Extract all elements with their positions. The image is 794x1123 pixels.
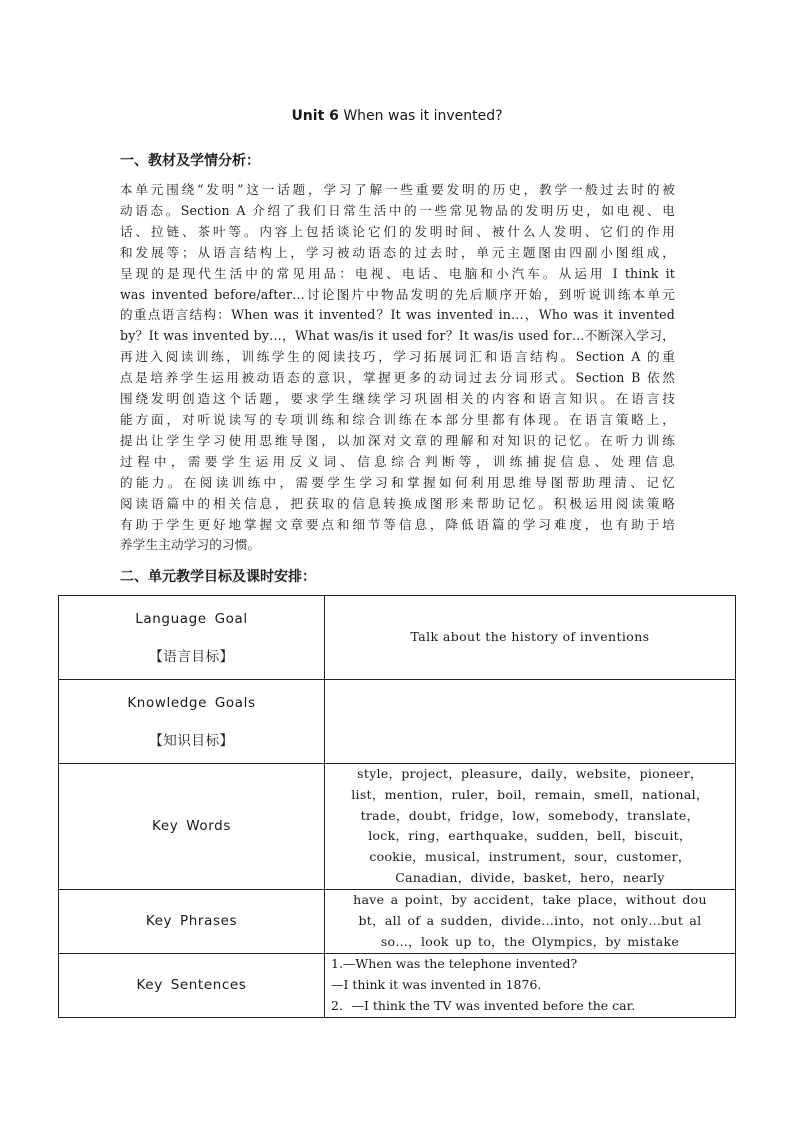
- paragraph-line: 的重点语言结构：When was it invented？It was invented in…，Who was it invented: [120, 307, 675, 323]
- key-words-line: lock，ring，earthquake，sudden，bell，biscuit，: [368, 828, 692, 844]
- paragraph-line: by？It was invented by…，What was/is it used for？It was/is used for…不断深入学习，: [120, 328, 675, 344]
- unit-title-text: When was it invented?: [338, 108, 503, 124]
- analysis-paragraph: [120, 180, 675, 556]
- paragraph-line: 话、拉链、茶叶等。内容上包括谈论它们的发明时间、被什么人发明、它们的作用: [120, 223, 675, 239]
- paragraph-line: was invented before/after…讨论图片中物品发明的先后顺序开始，到听说训练本单元: [120, 286, 675, 302]
- paragraph-line: 围绕发明创造这个话题，要求学生继续学习巩固相关的内容和语言知识。在语言技: [120, 391, 675, 407]
- paragraph-line: 能方面，对听说读写的专项训练和综合训练在本部分里都有体现。在语言策略上，: [120, 411, 675, 427]
- section-heading-goals: 二、单元教学目标及课时安排：: [120, 569, 316, 585]
- key-words-line: cookie，musical，instrument，sour，customer，: [369, 849, 691, 865]
- paragraph-line: 再进入阅读训练，训练学生的阅读技巧，学习拓展词汇和语言结构。Section A 的重: [120, 349, 675, 365]
- key-phrases-line: so…，look up to，the Olympics，by mistake: [380, 933, 680, 949]
- paragraph-line: 点是培养学生运用被动语态的意识，掌握更多的动词过去分词形式。Section B 依然: [120, 370, 675, 386]
- table-row: [59, 680, 736, 764]
- key-words-label: Key Words: [59, 764, 325, 890]
- unit-title-number: Unit 6: [291, 108, 339, 124]
- paragraph-line: 提出让学生学习使用思维导图，以加深对文章的理解和对知识的记忆。在听力训练: [120, 432, 675, 448]
- language-goal-value: Talk about the history of inventions: [325, 596, 736, 680]
- key-words-line: Canadian，divide，basket，hero，nearly: [395, 869, 665, 885]
- paragraph-line: 本单元围绕“发明”这一话题，学习了解一些重要发明的历史，教学一般过去时的被: [120, 182, 675, 197]
- key-sentences-line: 2．—I think the TV was invented before the car.: [331, 997, 636, 1013]
- language-goal-label: Language Goal: [135, 610, 248, 627]
- paragraph-line: 的能力。在阅读训练中，需要学生学习和掌握如何利用思维导图帮助理清、记忆: [120, 474, 675, 490]
- goals-table: [58, 595, 736, 1018]
- paragraph-line: 有助于学生更好地掌握文章要点和细节等信息，降低语篇的学习难度，也有助于培: [120, 516, 675, 532]
- key-phrases-line: bt，all of a sudden，divide…into，not only…but al: [358, 912, 702, 928]
- knowledge-goals-label: Knowledge Goals: [127, 694, 256, 711]
- key-phrases-line: have a point，by accident，take place，without dou: [353, 892, 707, 908]
- knowledge-goals-label-cell: [59, 680, 325, 764]
- key-phrases-label: Key Phrases: [59, 889, 325, 953]
- table-row: [59, 953, 736, 1017]
- key-sentences-label: Key Sentences: [59, 953, 325, 1017]
- knowledge-goals-value: [325, 680, 736, 764]
- knowledge-goals-sublabel: 【知识目标】: [149, 732, 234, 749]
- paragraph-line: 养学生主动学习的习惯。: [120, 537, 261, 553]
- language-goal-sublabel: 【语言目标】: [149, 648, 234, 665]
- key-sentences-line: —I think it was invented in 1876.: [331, 976, 542, 992]
- key-phrases-value: [325, 889, 736, 953]
- paragraph-line: 动语态。Section A 介绍了我们日常生活中的一些常见物品的发明历史，如电视、电: [120, 202, 675, 218]
- language-goal-label-cell: [59, 596, 325, 680]
- table-row: [59, 764, 736, 890]
- key-words-line: style，project，pleasure，daily，website，pioneer，: [357, 766, 703, 781]
- key-words-line: list，mention，ruler，boil，remain，smell，national，: [351, 786, 709, 802]
- key-sentences-value: [325, 953, 736, 1017]
- key-sentences-line: 1.—When was the telephone invented?: [331, 956, 578, 972]
- key-words-line: trade，doubt，fridge，low，somebody，translate，: [360, 807, 700, 823]
- unit-title: [0, 108, 794, 124]
- table-row: [59, 596, 736, 680]
- table-row: [59, 889, 736, 953]
- paragraph-line: 过程中，需要学生运用反义词、信息综合判断等，训练捕捉信息、处理信息: [120, 453, 675, 469]
- paragraph-line: 呈现的是现代生活中的常见用品：电视、电话、电脑和小汽车。从运用 I think it: [120, 265, 675, 281]
- paragraph-line: 和发展等；从语言结构上，学习被动语态的过去时，单元主题图由四副小图组成，: [120, 244, 675, 260]
- key-words-value: [325, 764, 736, 890]
- paragraph-line: 阅读语篇中的相关信息，把获取的信息转换成图形来帮助记忆。积极运用阅读策略: [120, 495, 675, 511]
- section-heading-analysis: 一、教材及学情分析：: [120, 153, 260, 169]
